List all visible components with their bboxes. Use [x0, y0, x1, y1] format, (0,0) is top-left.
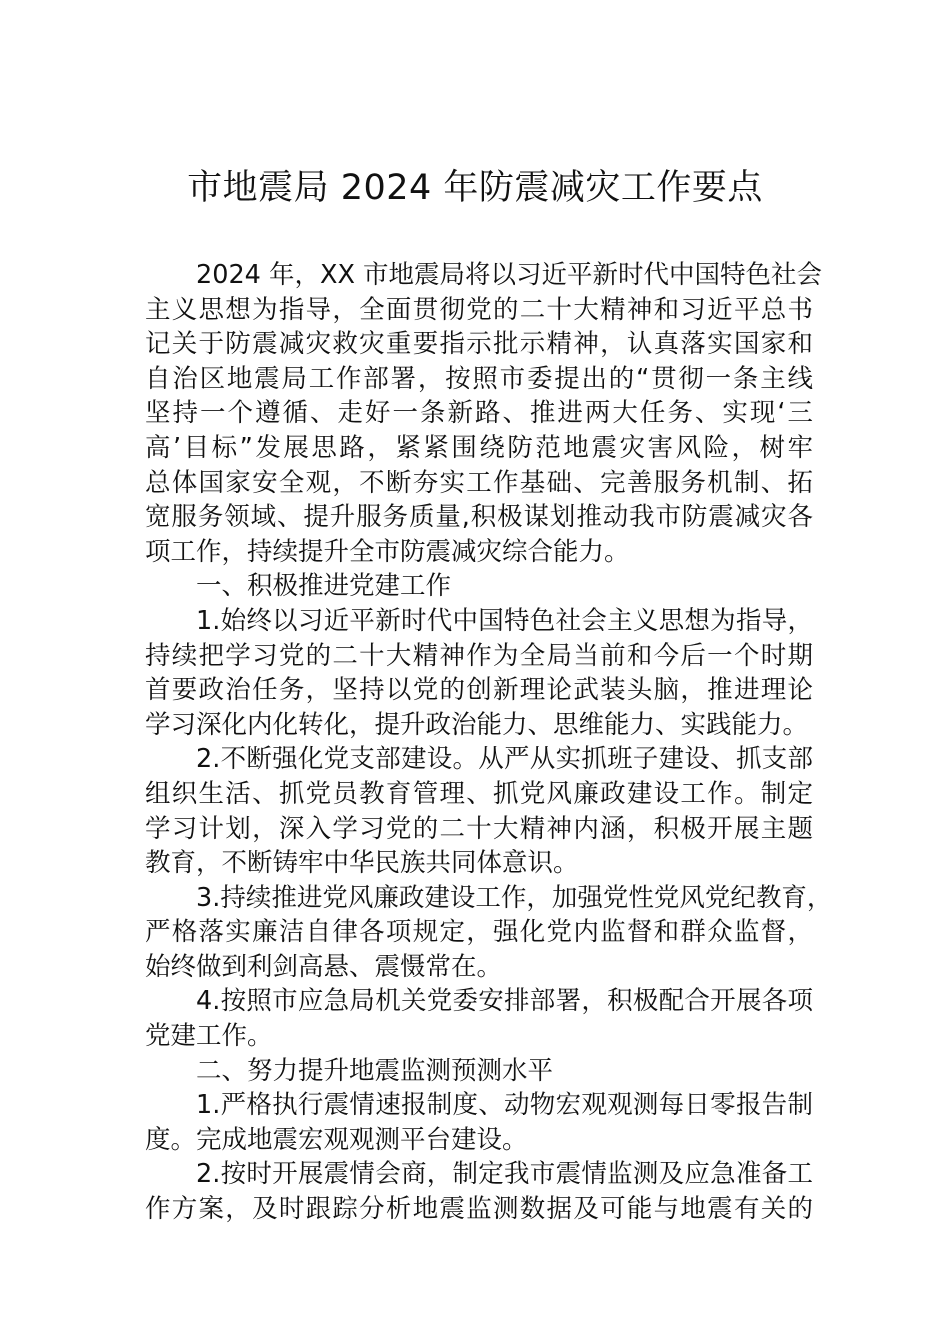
document-body — [145, 258, 833, 1227]
text-line: 作方案，及时跟踪分析地震监测数据及可能与地震有关的 — [145, 1194, 813, 1225]
document-title: 市地震局 2024 年防震减灾工作要点 — [187, 168, 763, 208]
text-line: 记关于防震减灾救灾重要指示批示精神，认真落实国家和 — [145, 329, 813, 360]
text-line: 4.按照市应急局机关党委安排部署，积极配合开展各项 — [196, 986, 813, 1017]
text-line: 1.严格执行震情速报制度、动物宏观观测每日零报告制 — [196, 1090, 813, 1121]
text-line: 自治区地震局工作部署，按照市委提出的“贯彻一条主线 — [145, 363, 813, 394]
text-line: 1.始终以习近平新时代中国特色社会主义思想为指导， — [196, 605, 813, 636]
text-line: 2.不断强化党支部建设。从严从实抓班子建设、抓支部 — [196, 744, 813, 775]
text-line: 项工作，持续提升全市防震减灾综合能力。 — [145, 536, 630, 567]
text-line: 主义思想为指导，全面贯彻党的二十大精神和习近平总书 — [145, 294, 813, 325]
text-line: 2024 年，XX 市地震局将以习近平新时代中国特色社会 — [196, 260, 823, 290]
text-line: 教育，不断铸牢中华民族共同体意识。 — [145, 848, 579, 879]
text-line: 度。完成地震宏观观测平台建设。 — [145, 1124, 528, 1155]
text-line: 2.按时开展震情会商，制定我市震情监测及应急准备工 — [196, 1159, 813, 1190]
text-line: 始终做到利剑高悬、震慑常在。 — [145, 951, 503, 982]
text-line: 3.持续推进党风廉政建设工作，加强党性党风党纪教育， — [196, 882, 833, 913]
text-line: 持续把学习党的二十大精神作为全局当前和今后一个时期 — [145, 640, 813, 671]
text-line: 党建工作。 — [145, 1021, 273, 1052]
text-line: 首要政治任务，坚持以党的创新理论武装头脑，推进理论 — [145, 675, 813, 706]
text-line: 一、积极推进党建工作 — [196, 571, 452, 602]
text-line: 坚持一个遵循、走好一条新路、推进两大任务、实现‘三 — [145, 398, 813, 429]
text-line: 总体国家安全观，不断夯实工作基础、完善服务机制、拓 — [145, 467, 813, 498]
text-line: 学习深化内化转化，提升政治能力、思维能力、实践能力。 — [145, 709, 809, 740]
text-line: 二、努力提升地震监测预测水平 — [196, 1055, 554, 1086]
text-line: 严格落实廉洁自律各项规定，强化党内监督和群众监督， — [145, 917, 813, 948]
text-line: 高’目标”发展思路，紧紧围绕防范地震灾害风险，树牢 — [145, 432, 813, 463]
text-line: 宽服务领域、提升服务质量,积极谋划推动我市防震减灾各 — [145, 502, 813, 533]
text-line: 学习计划，深入学习党的二十大精神内涵，积极开展主题 — [145, 813, 813, 844]
text-line: 组织生活、抓党员教育管理、抓党风廉政建设工作。制定 — [145, 778, 813, 809]
